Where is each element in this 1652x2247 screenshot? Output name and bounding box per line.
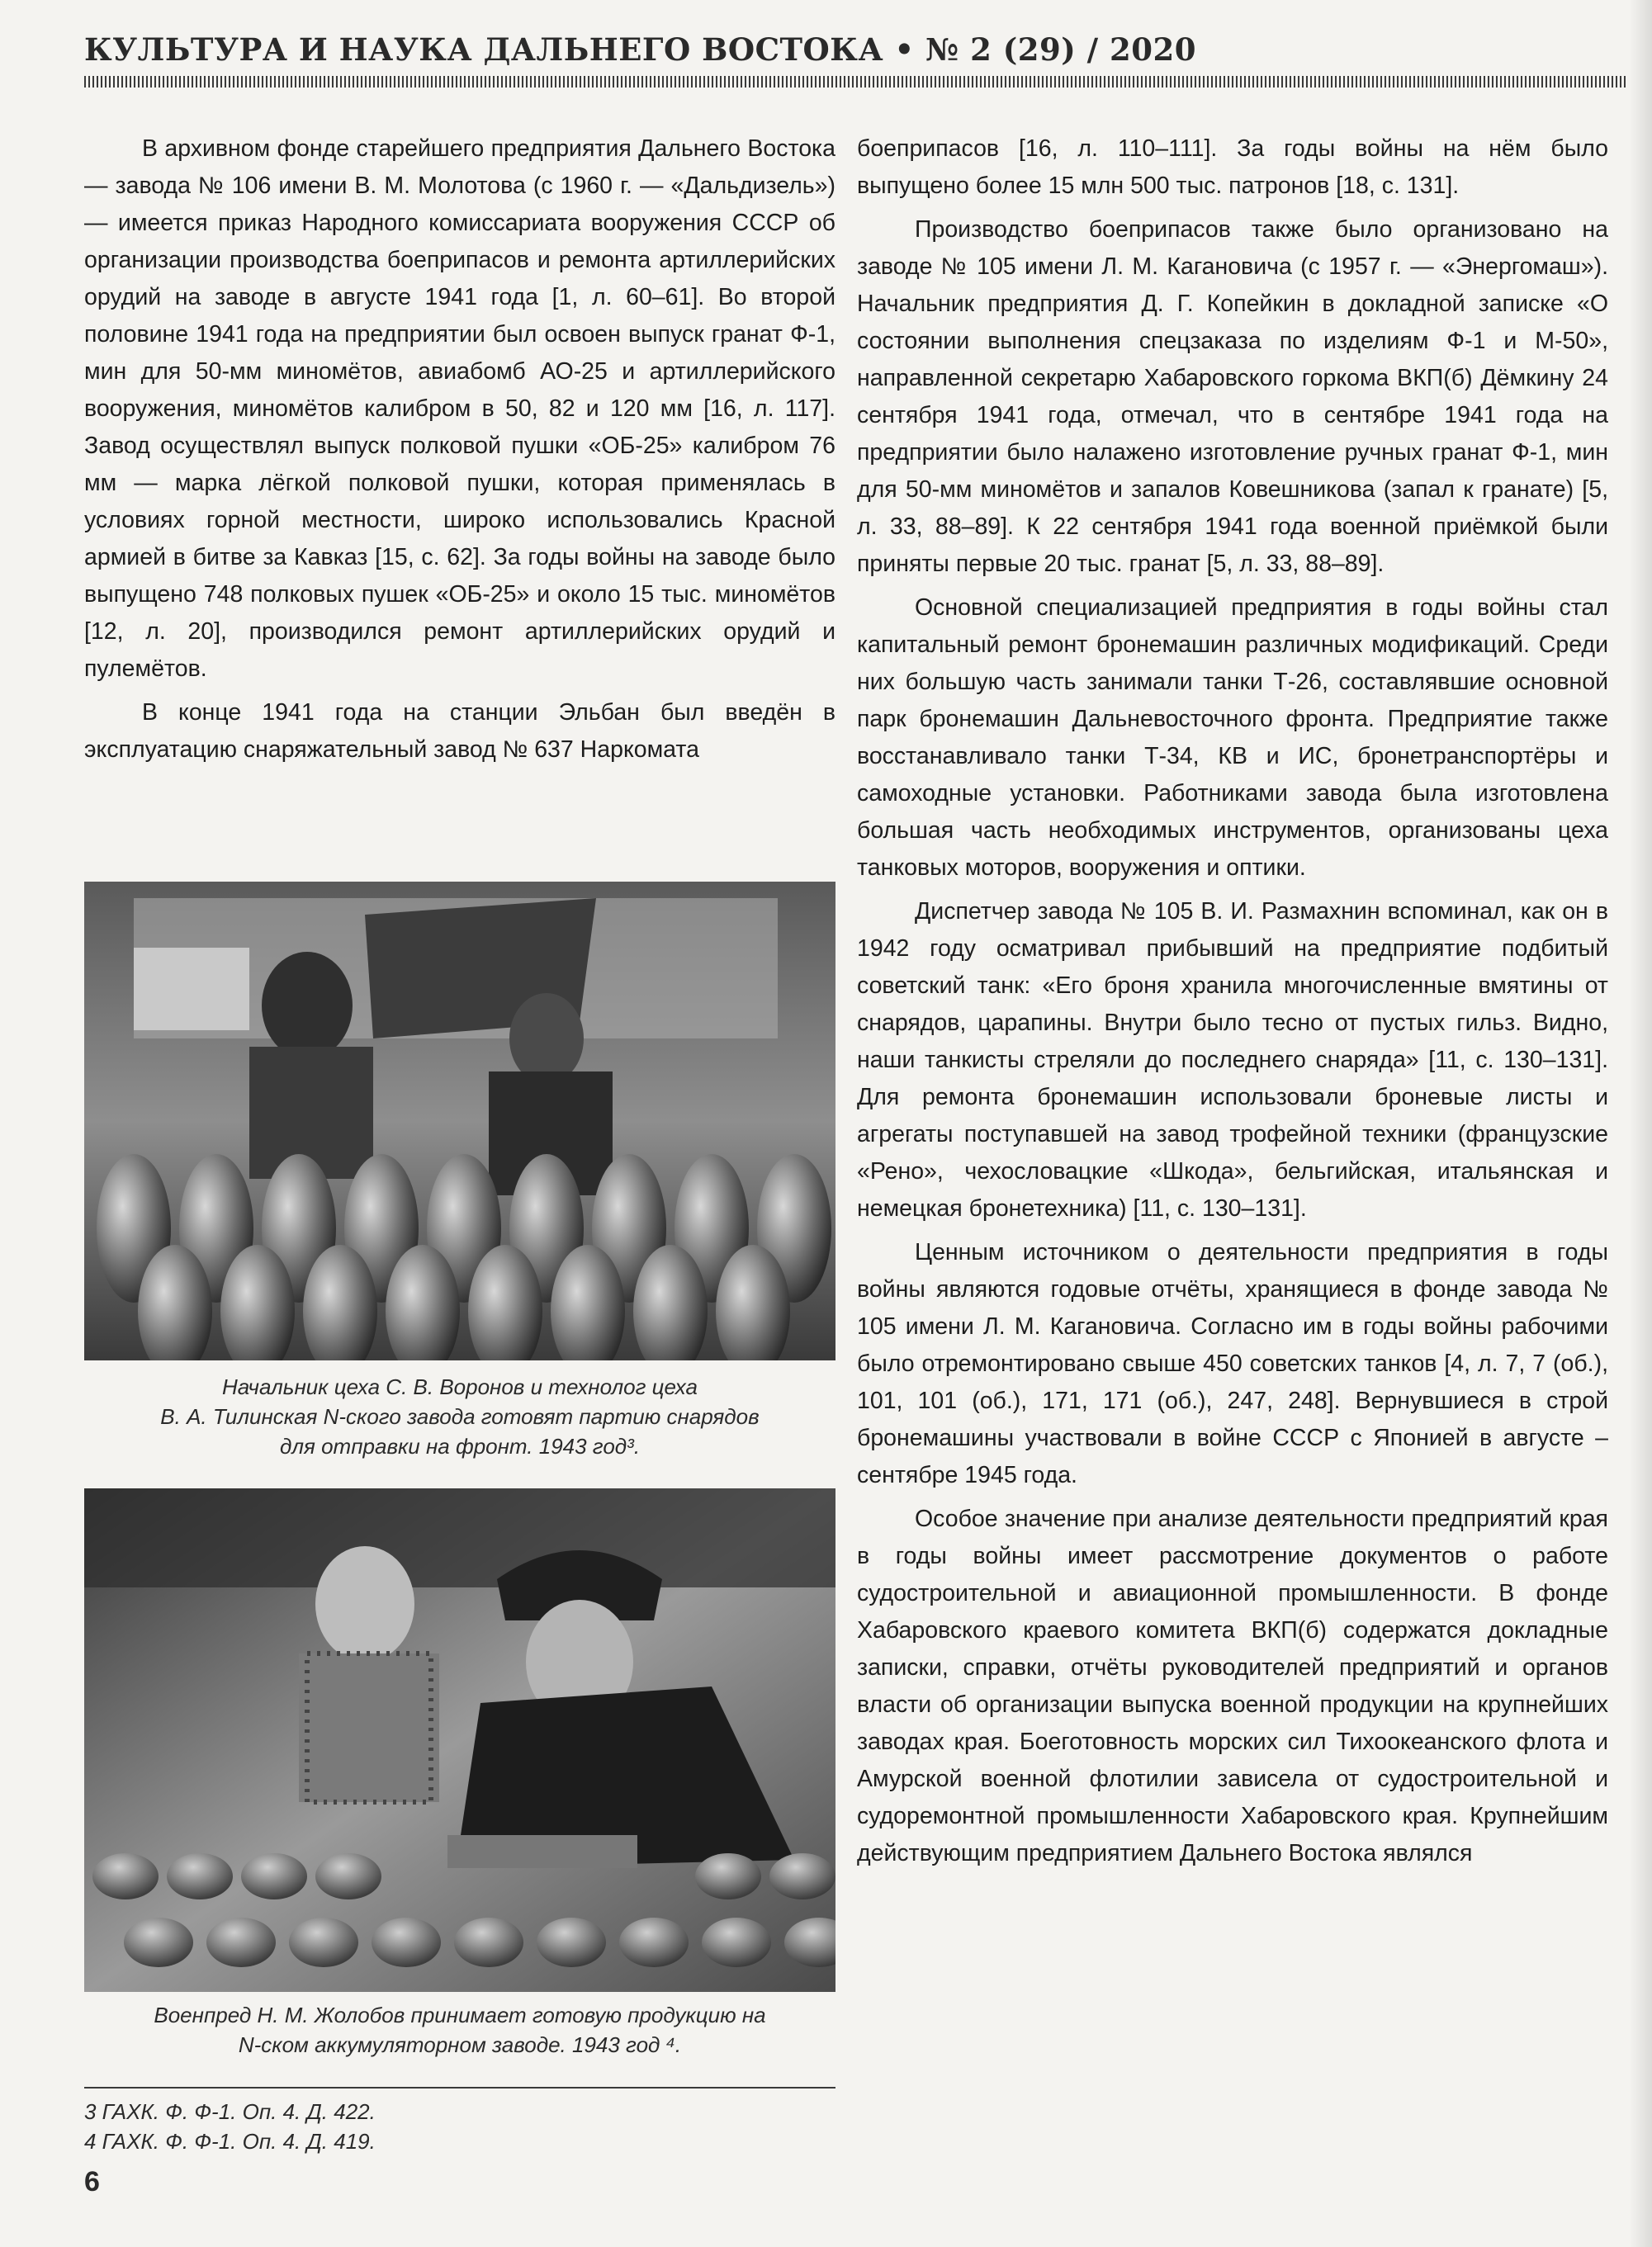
page-edge-shadow	[1629, 0, 1652, 2247]
figure-caption	[84, 1372, 835, 1461]
paragraph: Производство боеприпасов также было организовано на заводе № 105 имени Л. М. Кагановича (с 1957 г. — «Энергомаш»). Начальник предприятия Д. Г. Копейкин в докладной записке «О состоянии выполнения спецзаказа по изделиям Ф-1 и М-50», направленной секретарю Хабаровского горкома ВКП(б) Дёмкину 24 сентября 1941 года, отмечал, что в сентябре 1941 года на предприятии было налажено изготовление ручных гранат Ф-1, мин для 50-мм миномётов и запалов Ковешникова (запал к гранате) [5, л. 33, 88–89]. К 22 сентября 1941 года военной приёмкой были приняты первые 20 тыс. гранат [5, л. 33, 88–89].	[857, 216, 1608, 577]
paragraph: боеприпасов [16, л. 110–111]. За годы войны на нём было выпущено более 15 млн 500 тыс. патронов [18, с. 131].	[857, 135, 1608, 199]
caption-line: В. А. Тилинская N-ского завода готовят партию снарядов	[160, 1404, 760, 1429]
paragraph: Основной специализацией предприятия в годы войны стал капитальный ремонт бронемашин различных модификаций. Среди них большую часть занимали танки Т-26, составлявшие основной парк бронемашин Дальневосточного фронта. Предприятие также восстанавливало танки Т-34, КВ и ИС, бронетранспортёры и самоходные установки. Работниками завода была изготовлена большая часть необходимых инструментов, организованы цеха танковых моторов, вооружения и оптики.	[857, 594, 1608, 881]
photo-battery-inspection	[84, 1488, 835, 1992]
footnote: 3 ГАХК. Ф. Ф-1. Оп. 4. Д. 422.	[84, 2099, 376, 2124]
paragraph: Диспетчер завода № 105 В. И. Размахнин вспоминал, как он в 1942 году осматривал прибывший на предприятие подбитый советский танк: «Его броня хранила многочисленные вмятины от снарядов, царапины. Внутри было тесно от пустых гильз. Видно, наши танкисты стреляли до последнего снаряда» [11, с. 130–131]. Для ремонта бронемашин использовали броневые листы и агрегаты поступавшей на завод трофейной техники (французские «Рено», чехословацкие «Шкода», бельгийская, итальянская и немецкая бронетехника) [11, с. 130–131].	[857, 898, 1608, 1222]
page-number: 6	[84, 2166, 100, 2197]
footnotes	[84, 2097, 376, 2156]
right-column	[857, 130, 1608, 1879]
caption-line: Военпред Н. М. Жолобов принимает готовую продукцию на	[154, 2003, 766, 2027]
running-head: КУЛЬТУРА И НАУКА ДАЛЬНЕГО ВОСТОКА • № 2 (29) / 2020	[84, 31, 1196, 68]
paragraph: Ценным источником о деятельности предприятия в годы войны являются годовые отчёты, хранящиеся в фонде завода № 105 имени Л. М. Кагановича. Согласно им в годы войны рабочими было отремонтировано свыше 450 советских танков [4, л. 7, 7 (об.), 101, 101 (об.), 171, 171 (об.), 247, 248]. Вернувшиеся в строй бронемашины участвовали в войне СССР с Японией в августе – сентябре 1945 года.	[857, 1239, 1608, 1488]
caption-line: Начальник цеха С. В. Воронов и технолог цеха	[222, 1374, 698, 1399]
left-column	[84, 130, 835, 775]
figure-caption	[84, 2000, 835, 2060]
paragraph: Особое значение при анализе деятельности предприятий края в годы войны имеет рассмотрение документов о работе судостроительной и авиационной промышленности. В фонде Хабаровского краевого комитета ВКП(б) содержатся докладные записки, справки, отчёты руководителей предприятий и органов власти об организации выпуска военной продукции на крупнейших заводах края. Боеготовность морских сил Тихоокеанского флота и Амурской военной флотилии зависела от судостроительной и судоремонтной промышленности Хабаровского края. Крупнейшим действующим предприятием Дальнего Востока являлся	[857, 1506, 1608, 1866]
photo-shell-workshop	[84, 882, 835, 1360]
header-rule	[84, 76, 1628, 88]
caption-line: N-ском аккумуляторном заводе. 1943 год ⁴.	[238, 2032, 682, 2057]
footnote-rule	[84, 2087, 835, 2089]
paragraph: В архивном фонде старейшего предприятия Дальнего Востока — завода № 106 имени В. М. Молотова (с 1960 г. — «Дальдизель») — имеется приказ Народного комиссариата вооружения СССР об организации производства боеприпасов и ремонта артиллерийских орудий на заводе в августе 1941 года [1, л. 60–61]. Во второй половине 1941 года на предприятии был освоен выпуск гранат Ф-1, мин для 50-мм миномётов, авиабомб АО-25 и артиллерийского вооружения, миномётов калибром в 50, 82 и 120 мм [16, л. 117]. Завод осуществлял выпуск полковой пушки «ОБ-25» калибром 76 мм — марка лёгкой полковой пушки, которая применялась в условиях горной местности, широко использовались Красной армией в битве за Кавказ [15, с. 62]. За годы войны на заводе было выпущено 748 полковых пушек «ОБ-25» и около 15 тыс. миномётов [12, л. 20], производился ремонт артиллерийских орудий и пулемётов.	[84, 135, 835, 682]
footnote: 4 ГАХК. Ф. Ф-1. Оп. 4. Д. 419.	[84, 2129, 376, 2154]
caption-line: для отправки на фронт. 1943 год³.	[279, 1434, 641, 1459]
paragraph: В конце 1941 года на станции Эльбан был введён в эксплуатацию снаряжательный завод № 637 Наркомата	[84, 699, 835, 763]
